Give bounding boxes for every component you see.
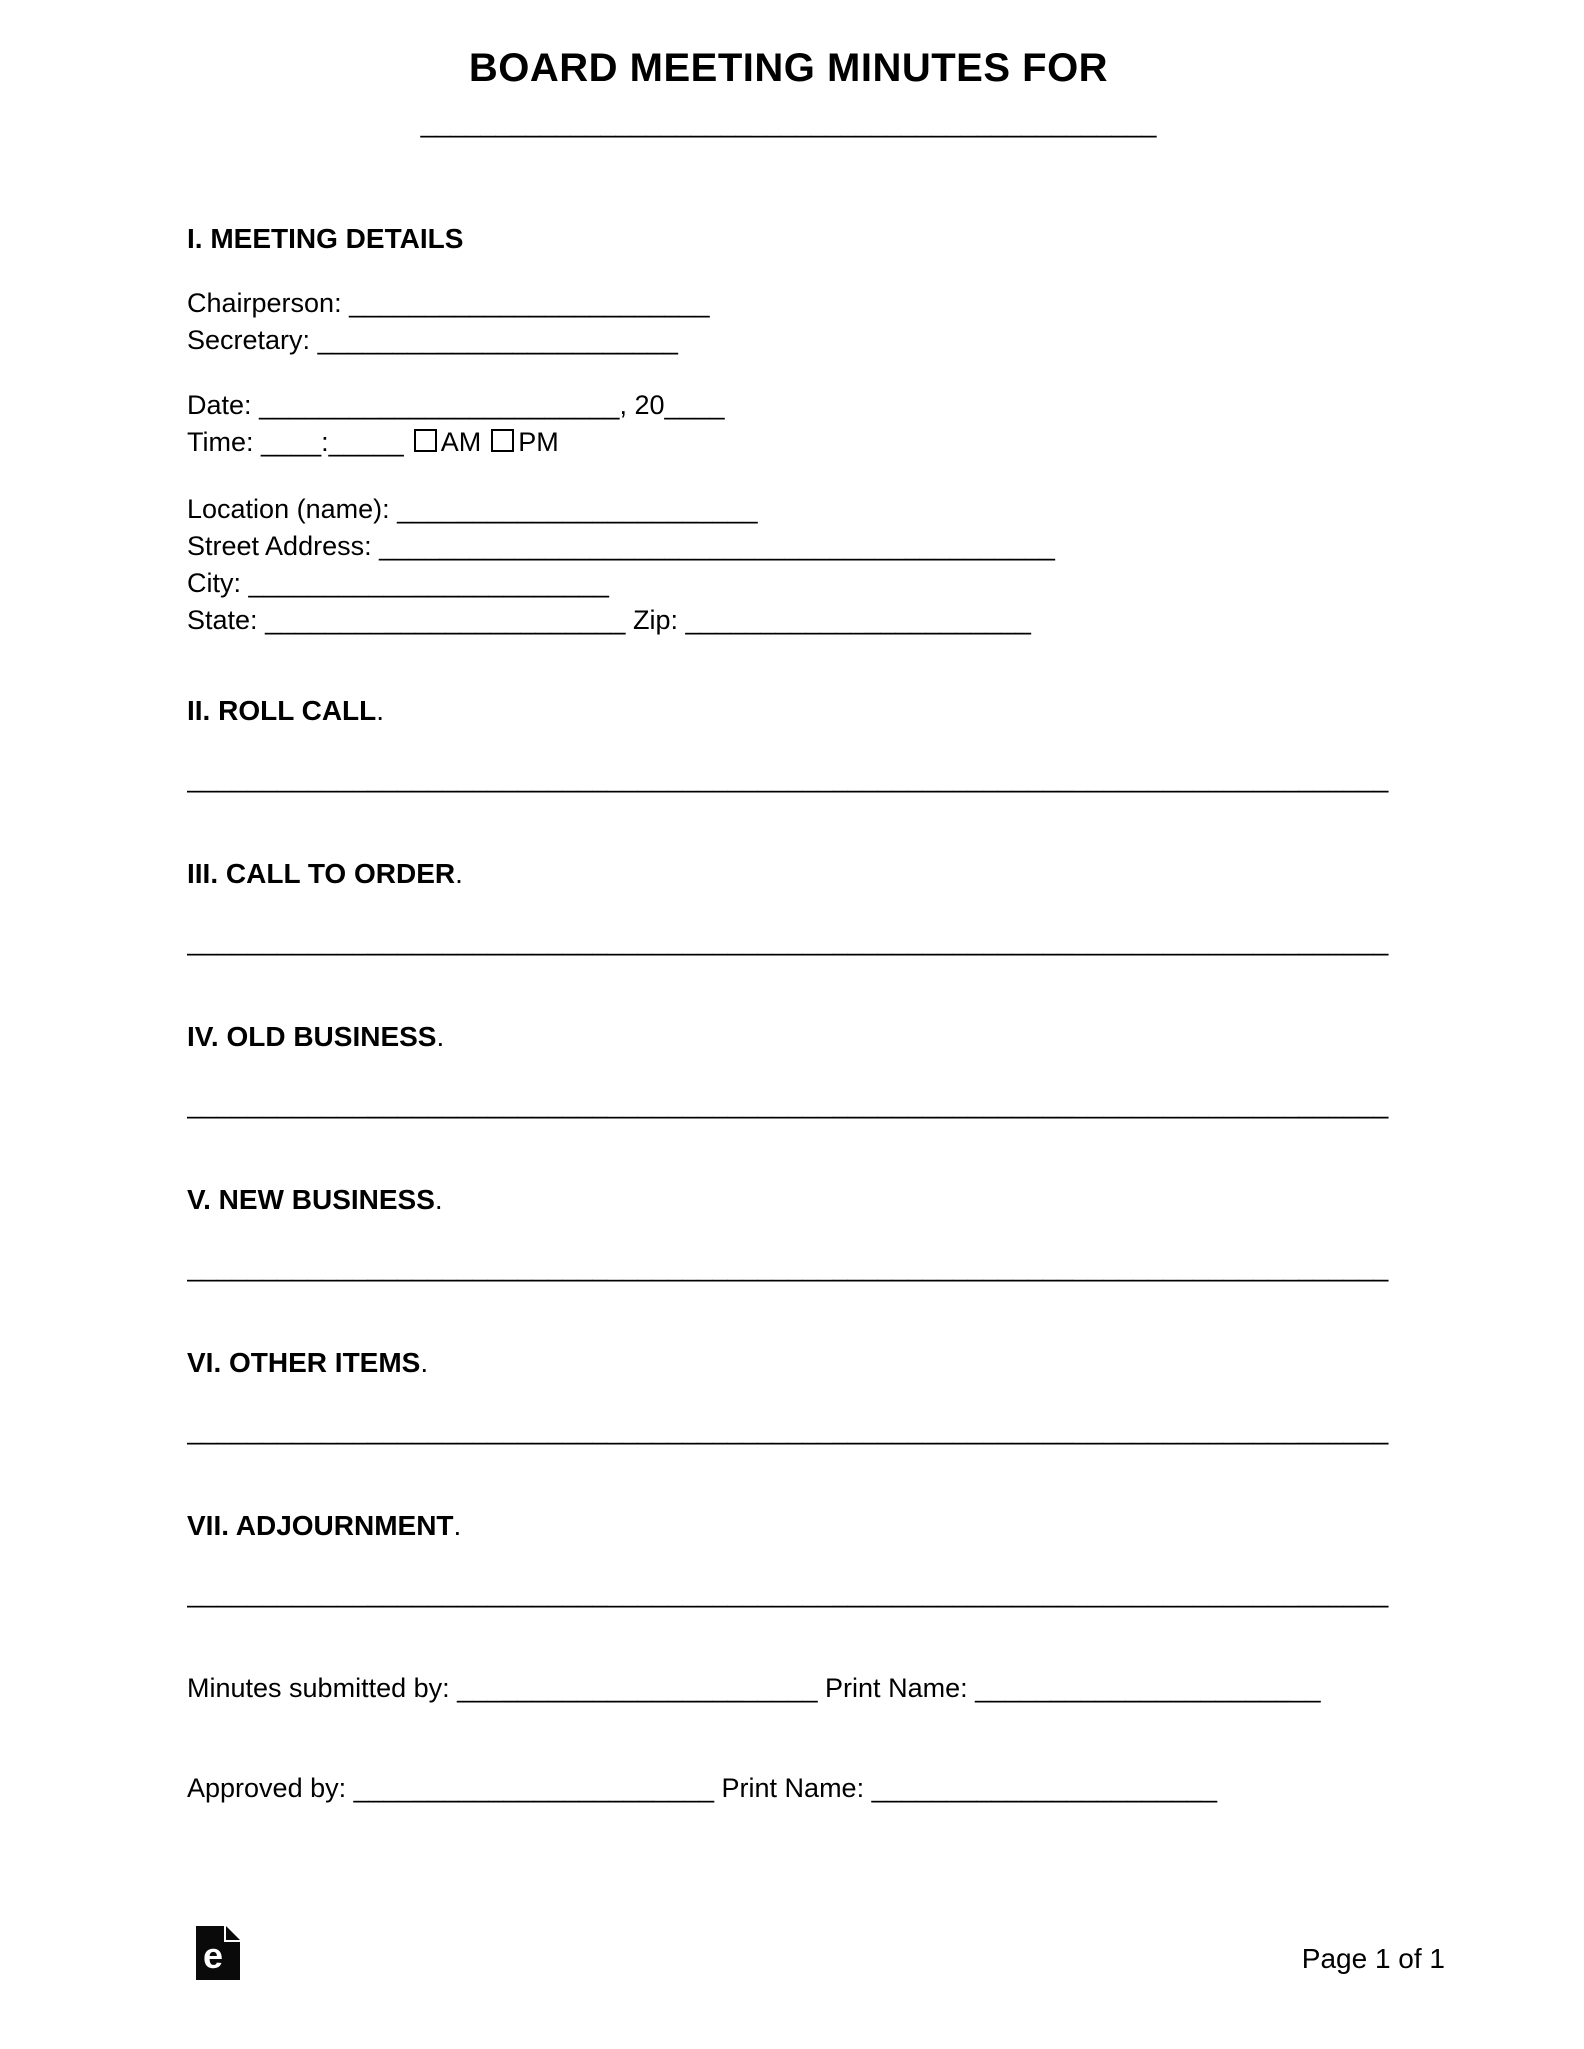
logo-letter: e [203,1935,224,1976]
zip-blank[interactable]: _______________________ [685,605,1031,635]
roll-call-line[interactable]: ________________________________________________________________________________ [187,763,1389,793]
street-blank[interactable]: _____________________________________________ [379,531,1055,561]
secretary-label: Secretary: [187,325,311,355]
state-blank[interactable]: ________________________ [265,605,626,635]
approved-print-name-label: Print Name: [721,1773,865,1803]
title-blank[interactable]: _________________________________________________ [420,108,1157,138]
section-heading-adjournment: VII. ADJOURNMENT. [187,1510,462,1541]
date-row [187,387,1390,424]
adjournment-line[interactable]: ________________________________________________________________________________ [187,1578,1389,1608]
minutes-submitted-blank[interactable]: ________________________ [457,1673,818,1703]
date-blank[interactable]: ________________________ [259,390,620,420]
chairperson-blank[interactable]: ________________________ [349,288,710,318]
state-zip-row [187,602,1390,639]
heading-period: . [453,1510,462,1541]
heading-period: . [436,1021,445,1052]
date-label: Date: [187,390,252,420]
section-heading-meeting-details: I. MEETING DETAILS [187,223,464,254]
call-to-order-line[interactable]: ________________________________________________________________________________ [187,926,1389,956]
location-blank[interactable]: ________________________ [397,494,758,524]
time-hour-blank[interactable]: ____ [261,427,322,457]
heading-period: . [420,1347,429,1378]
time-colon: : [321,427,329,457]
date-year-prefix: , 20 [619,390,665,420]
submitted-print-name-blank[interactable]: _______________________ [975,1673,1321,1703]
approved-by-label: Approved by: [187,1773,347,1803]
location-row [187,491,1390,528]
minutes-submitted-row [187,1670,1390,1707]
city-blank[interactable]: ________________________ [248,568,609,598]
state-label: State: [187,605,258,635]
approved-by-row [187,1770,1390,1807]
eforms-logo-icon [196,1926,240,1980]
am-label: AM [440,427,482,457]
secretary-row [187,322,1390,359]
heading-period: . [434,1184,443,1215]
section-heading-call-to-order: III. CALL TO ORDER. [187,858,463,889]
zip-label: Zip: [632,605,678,635]
section-heading-roll-call: II. ROLL CALL. [187,695,385,726]
submitted-print-name-label: Print Name: [825,1673,968,1703]
section-heading-old-business: IV. OLD BUSINESS. [187,1021,445,1052]
chairperson-label: Chairperson: [187,288,342,318]
page-number: Page 1 of 1 [1301,1943,1445,1974]
section-heading-other-items: VI. OTHER ITEMS. [187,1347,429,1378]
new-business-line[interactable]: ________________________________________________________________________________ [187,1252,1389,1282]
time-row [187,424,1390,461]
approved-by-blank[interactable]: ________________________ [353,1773,715,1803]
street-row [187,528,1390,565]
approved-print-name-blank[interactable]: _______________________ [871,1773,1217,1803]
chairperson-row [187,285,1390,322]
time-label: Time: [187,427,254,457]
secretary-blank[interactable]: ________________________ [317,325,678,355]
section-heading-new-business: V. NEW BUSINESS. [187,1184,443,1215]
date-year-blank[interactable]: ____ [664,390,725,420]
pm-checkbox[interactable] [491,429,514,452]
old-business-line[interactable]: ________________________________________________________________________________ [187,1089,1389,1119]
minutes-submitted-label: Minutes submitted by: [187,1673,450,1703]
other-items-line[interactable]: ________________________________________________________________________________ [187,1415,1389,1445]
document-title: BOARD MEETING MINUTES FOR [468,46,1109,90]
time-minute-blank[interactable]: _____ [328,427,404,457]
heading-period: . [376,695,385,726]
pm-label: PM [518,427,559,457]
city-label: City: [187,568,241,598]
city-row [187,565,1390,602]
am-checkbox[interactable] [414,429,437,452]
heading-period: . [455,858,463,889]
street-label: Street Address: [187,531,372,561]
location-label: Location (name): [187,494,390,524]
